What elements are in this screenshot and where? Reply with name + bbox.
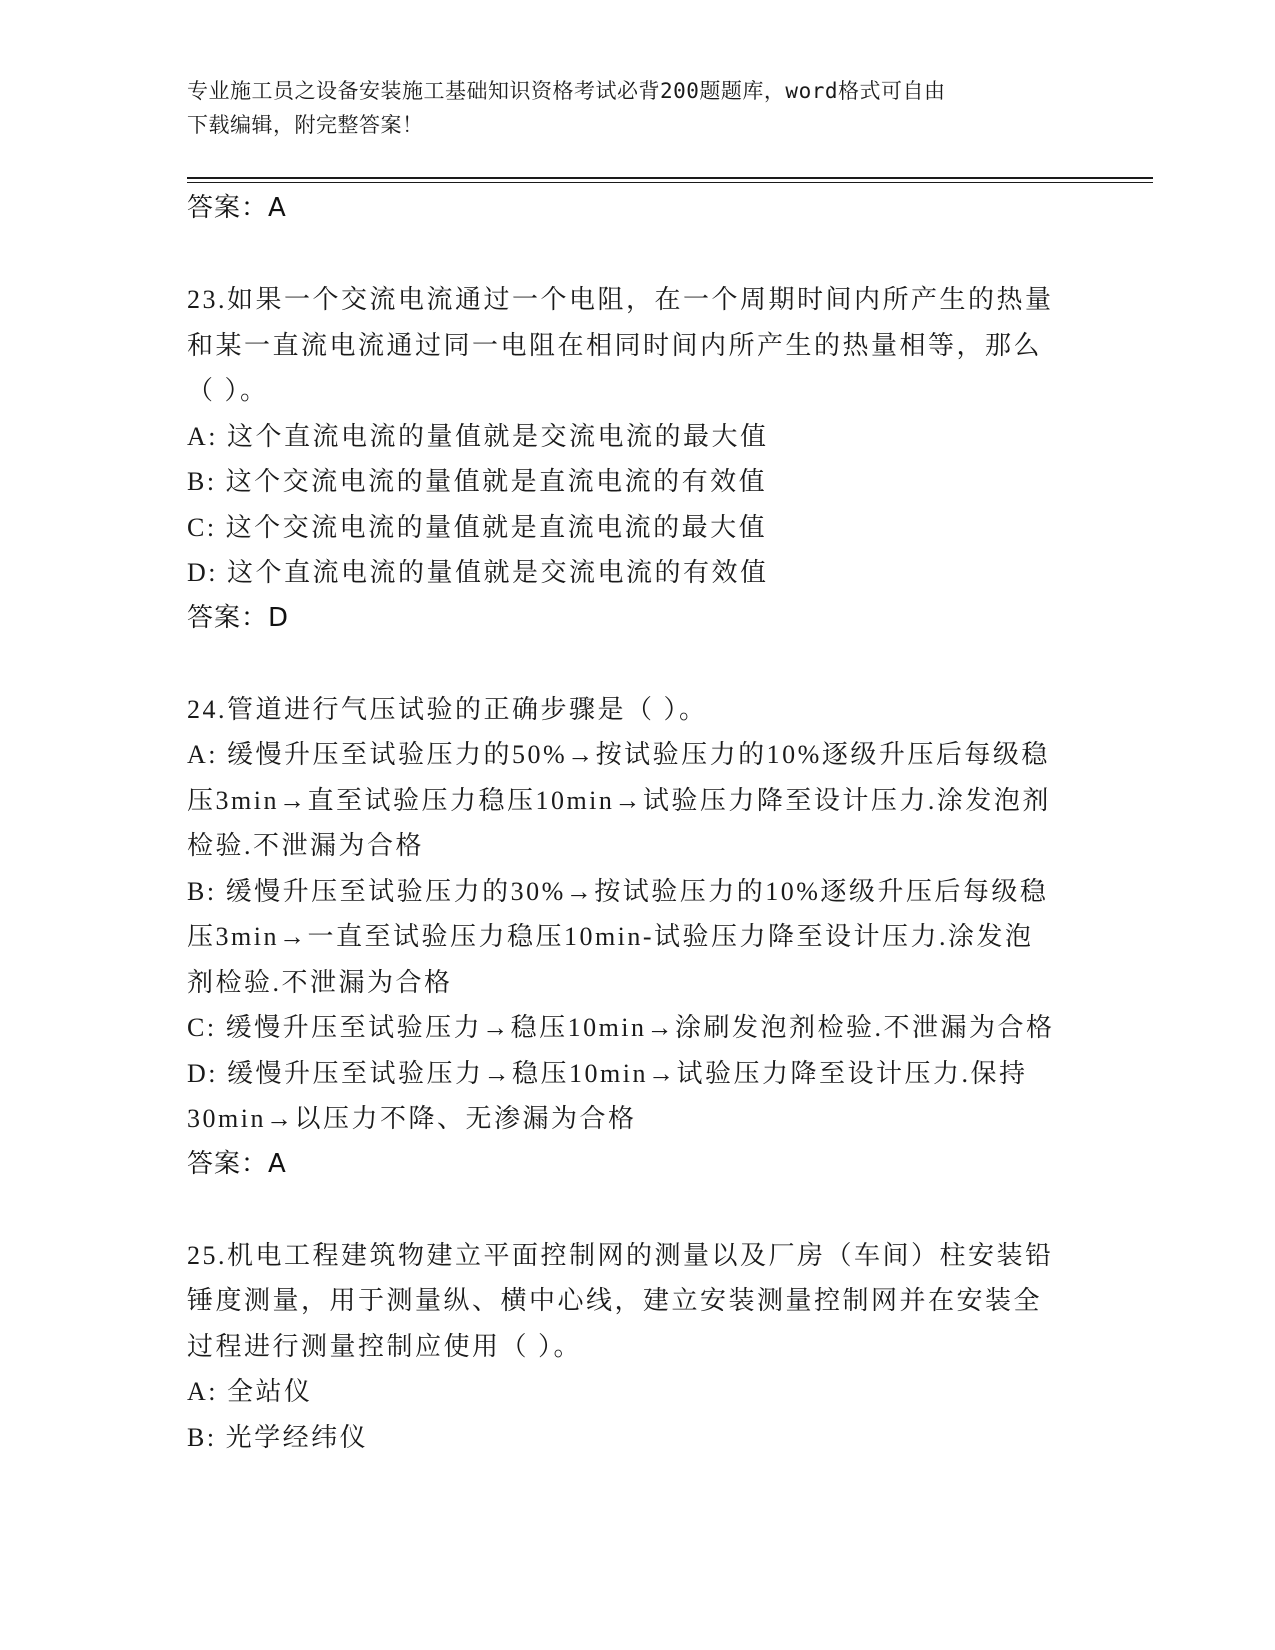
option-c: C: 缓慢升压至试验压力→稳压10min→涂刷发泡剂检验.不泄漏为合格	[187, 1013, 1055, 1042]
option-d-continued: 30min→以压力不降、无渗漏为合格	[187, 1104, 637, 1133]
header-rule-thin	[187, 182, 1153, 183]
previous-answer: 答案：A	[187, 193, 287, 223]
spacer	[187, 1187, 1087, 1233]
option-a: A: 这个直流电流的量值就是交流电流的最大值	[187, 421, 769, 451]
option-b: B: 这个交流电流的量值就是直流电流的有效值	[187, 467, 768, 496]
question-stem-line: 锤度测量，用于测量纵、横中心线，建立安装测量控制网并在安装全	[187, 1286, 1043, 1315]
question-23	[187, 277, 1087, 641]
question-stem-line: （ ）。	[187, 376, 269, 405]
spacer	[187, 232, 1087, 278]
option-a-continued: 检验.不泄漏为合格	[187, 831, 425, 860]
header-line-2: 下载编辑，附完整答案！	[187, 113, 424, 137]
page-header	[187, 74, 1067, 142]
question-24	[187, 687, 1087, 1188]
option-b-continued: 压3min→一直至试验压力稳压10min-试验压力降至设计压力.涂发泡	[187, 922, 1034, 951]
option-b: B: 缓慢升压至试验压力的30%→按试验压力的10%逐级升压后每级稳	[187, 876, 1049, 906]
header-rule-thick	[187, 177, 1153, 179]
answer-label: 答案：A	[187, 1148, 287, 1179]
header-line-1: 专业施工员之设备安装施工基础知识资格考试必背200题题库，word格式可自由	[187, 79, 946, 103]
document-body	[187, 186, 1087, 1460]
option-b: B: 光学经纬仪	[187, 1422, 369, 1452]
question-25	[187, 1233, 1087, 1461]
answer-label: 答案：D	[187, 602, 290, 633]
option-d: D: 缓慢升压至试验压力→稳压10min→试验压力降至设计压力.保持	[187, 1058, 1028, 1088]
option-b-continued: 剂检验.不泄漏为合格	[187, 967, 453, 997]
question-stem-line: 23.如果一个交流电流通过一个电阻，在一个周期时间内所产生的热量	[187, 285, 1054, 314]
option-d: D: 这个直流电流的量值就是交流电流的有效值	[187, 558, 769, 587]
question-stem-line: 过程进行测量控制应使用（ ）。	[187, 1331, 583, 1361]
option-c: C: 这个交流电流的量值就是直流电流的最大值	[187, 512, 768, 542]
question-stem-line: 和某一直流电流通过同一电阻在相同时间内所产生的热量相等，那么	[187, 330, 1043, 360]
spacer	[187, 641, 1087, 687]
option-a: A: 缓慢升压至试验压力的50%→按试验压力的10%逐级升压后每级稳	[187, 740, 1050, 769]
option-a: A: 全站仪	[187, 1377, 313, 1406]
question-stem-line: 24.管道进行气压试验的正确步骤是（ ）。	[187, 694, 708, 724]
option-a-continued: 压3min→直至试验压力稳压10min→试验压力降至设计压力.涂发泡剂	[187, 785, 1051, 815]
question-stem-line: 25.机电工程建筑物建立平面控制网的测量以及厂房（车间）柱安装铅	[187, 1240, 1054, 1270]
